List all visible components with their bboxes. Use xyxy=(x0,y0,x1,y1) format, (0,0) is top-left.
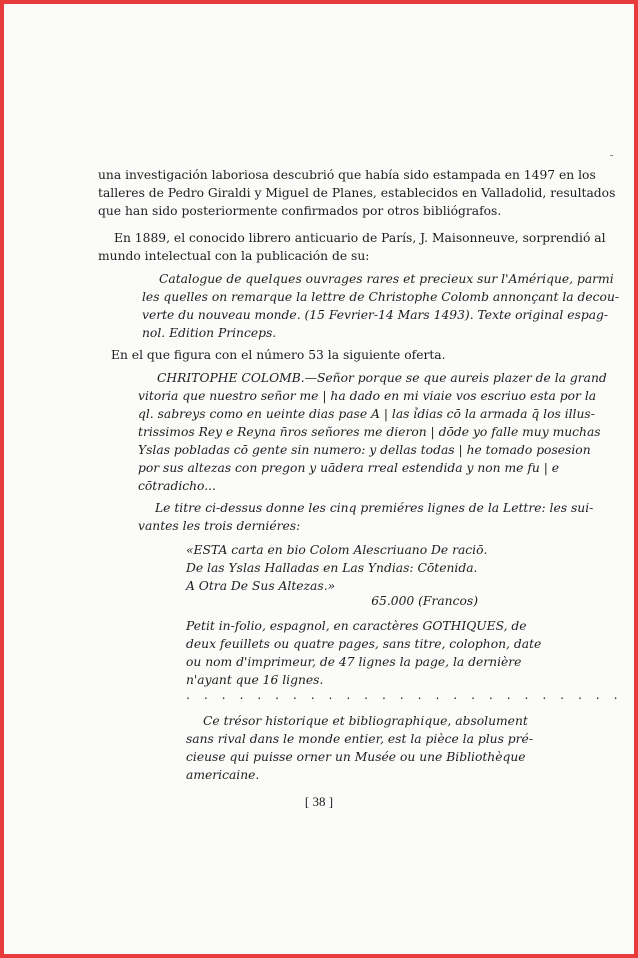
text-line: que han sido posteriormente confirmados por otros bibliógrafos. xyxy=(98,204,502,218)
text-line: En el que figura con el número 53 la siguiente oferta. xyxy=(111,348,446,362)
intro-paragraph xyxy=(98,166,616,220)
text-line: n'ayant que 16 lignes. xyxy=(186,673,324,687)
text-line: Catalogue de quelques ouvrages rares et precieux sur l'Amérique, parmi xyxy=(159,272,614,286)
text-line: nol. Edition Princeps. xyxy=(142,326,277,340)
text-line: De las Yslas Halladas en Las Yndias: Cōtenida. xyxy=(186,561,478,575)
text-line: cieuse qui puisse orner un Musée ou une Bibliothèque xyxy=(186,750,526,764)
text-line: Ce trésor historique et bibliographique, absolument xyxy=(203,714,528,728)
ellipsis-row xyxy=(186,686,623,704)
price-line xyxy=(186,592,478,610)
page-number: [ 38 ] xyxy=(304,794,334,809)
text-line: CHRITOPHE COLOMB.—Señor porque se que aureis plazer de la grand xyxy=(157,371,607,385)
print-speck xyxy=(610,155,613,156)
text-line: deux feuillets ou quatre pages, sans titre, colophon, date xyxy=(186,637,542,651)
text-line: por sus altezas con pregon y uādera rreal estendida y non me fu | e xyxy=(138,461,560,475)
text-line: ou nom d'imprimeur, de 47 lignes la page, la dernière xyxy=(186,655,522,669)
text-line: vitoria que nuestro señor me | ha dado en mi viaie vos escriuo esta por la xyxy=(138,389,597,403)
text-line: En 1889, el conocido librero anticuario de París, J. Maisonneuve, sorprendió al xyxy=(114,231,606,245)
text-line: sans rival dans le monde entier, est la pièce la plus pré- xyxy=(186,732,533,746)
text-line: vantes les trois derniéres: xyxy=(138,519,301,533)
colomb-entry xyxy=(138,369,607,495)
text-line: cōtradicho... xyxy=(138,479,216,493)
text-line: Yslas pobladas cō gente sin numero: y dellas todas | he tomado posesion xyxy=(138,443,591,457)
paragraph-1889 xyxy=(98,229,606,265)
titre-note xyxy=(138,499,594,535)
catalogue-title xyxy=(142,270,620,342)
text-line: trissimos Rey e Reyna n̄ros señores me dieron | dōde yo falle muy muchas xyxy=(138,425,601,439)
description-paragraph xyxy=(186,617,542,689)
text-line: A Otra De Sus Altezas.» xyxy=(186,579,336,593)
price: 65.000 (Francos) xyxy=(371,594,478,608)
text-line: ql. sabreys como en ueinte dias pase A | las ỉdias cō la armada q̄ los illus- xyxy=(138,407,595,421)
text-line: Le titre ci-dessus donne les cinq premiéres lignes de la Lettre: les sui- xyxy=(155,501,594,515)
text-line: americaine. xyxy=(186,768,260,782)
text-line: les quelles on remarque la lettre de Christophe Colomb annonçant la decou- xyxy=(142,290,620,304)
text-line: talleres de Pedro Giraldi y Miguel de Planes, establecidos en Valladolid, resultados xyxy=(98,186,616,200)
text-line: «ESTA carta en bio Colom Alescriuano De raciō. xyxy=(186,543,488,557)
letter-last-lines xyxy=(186,541,506,595)
text-line: mundo intelectual con la publicación de su: xyxy=(98,249,370,263)
ellipsis: . . . . . . . . . . . . . . . . . . . . . . . . . xyxy=(186,688,623,702)
text-line: Petit in-folio, espagnol, en caractères GOTHIQUES, de xyxy=(186,619,527,633)
offer-intro xyxy=(111,346,551,364)
text-line: una investigación laboriosa descubrió que había sido estampada en 1497 en los xyxy=(98,168,596,182)
tresor-paragraph xyxy=(186,712,533,784)
text-line: verte du nouveau monde. (15 Fevrier-14 Mars 1493). Texte original espag- xyxy=(142,308,609,322)
